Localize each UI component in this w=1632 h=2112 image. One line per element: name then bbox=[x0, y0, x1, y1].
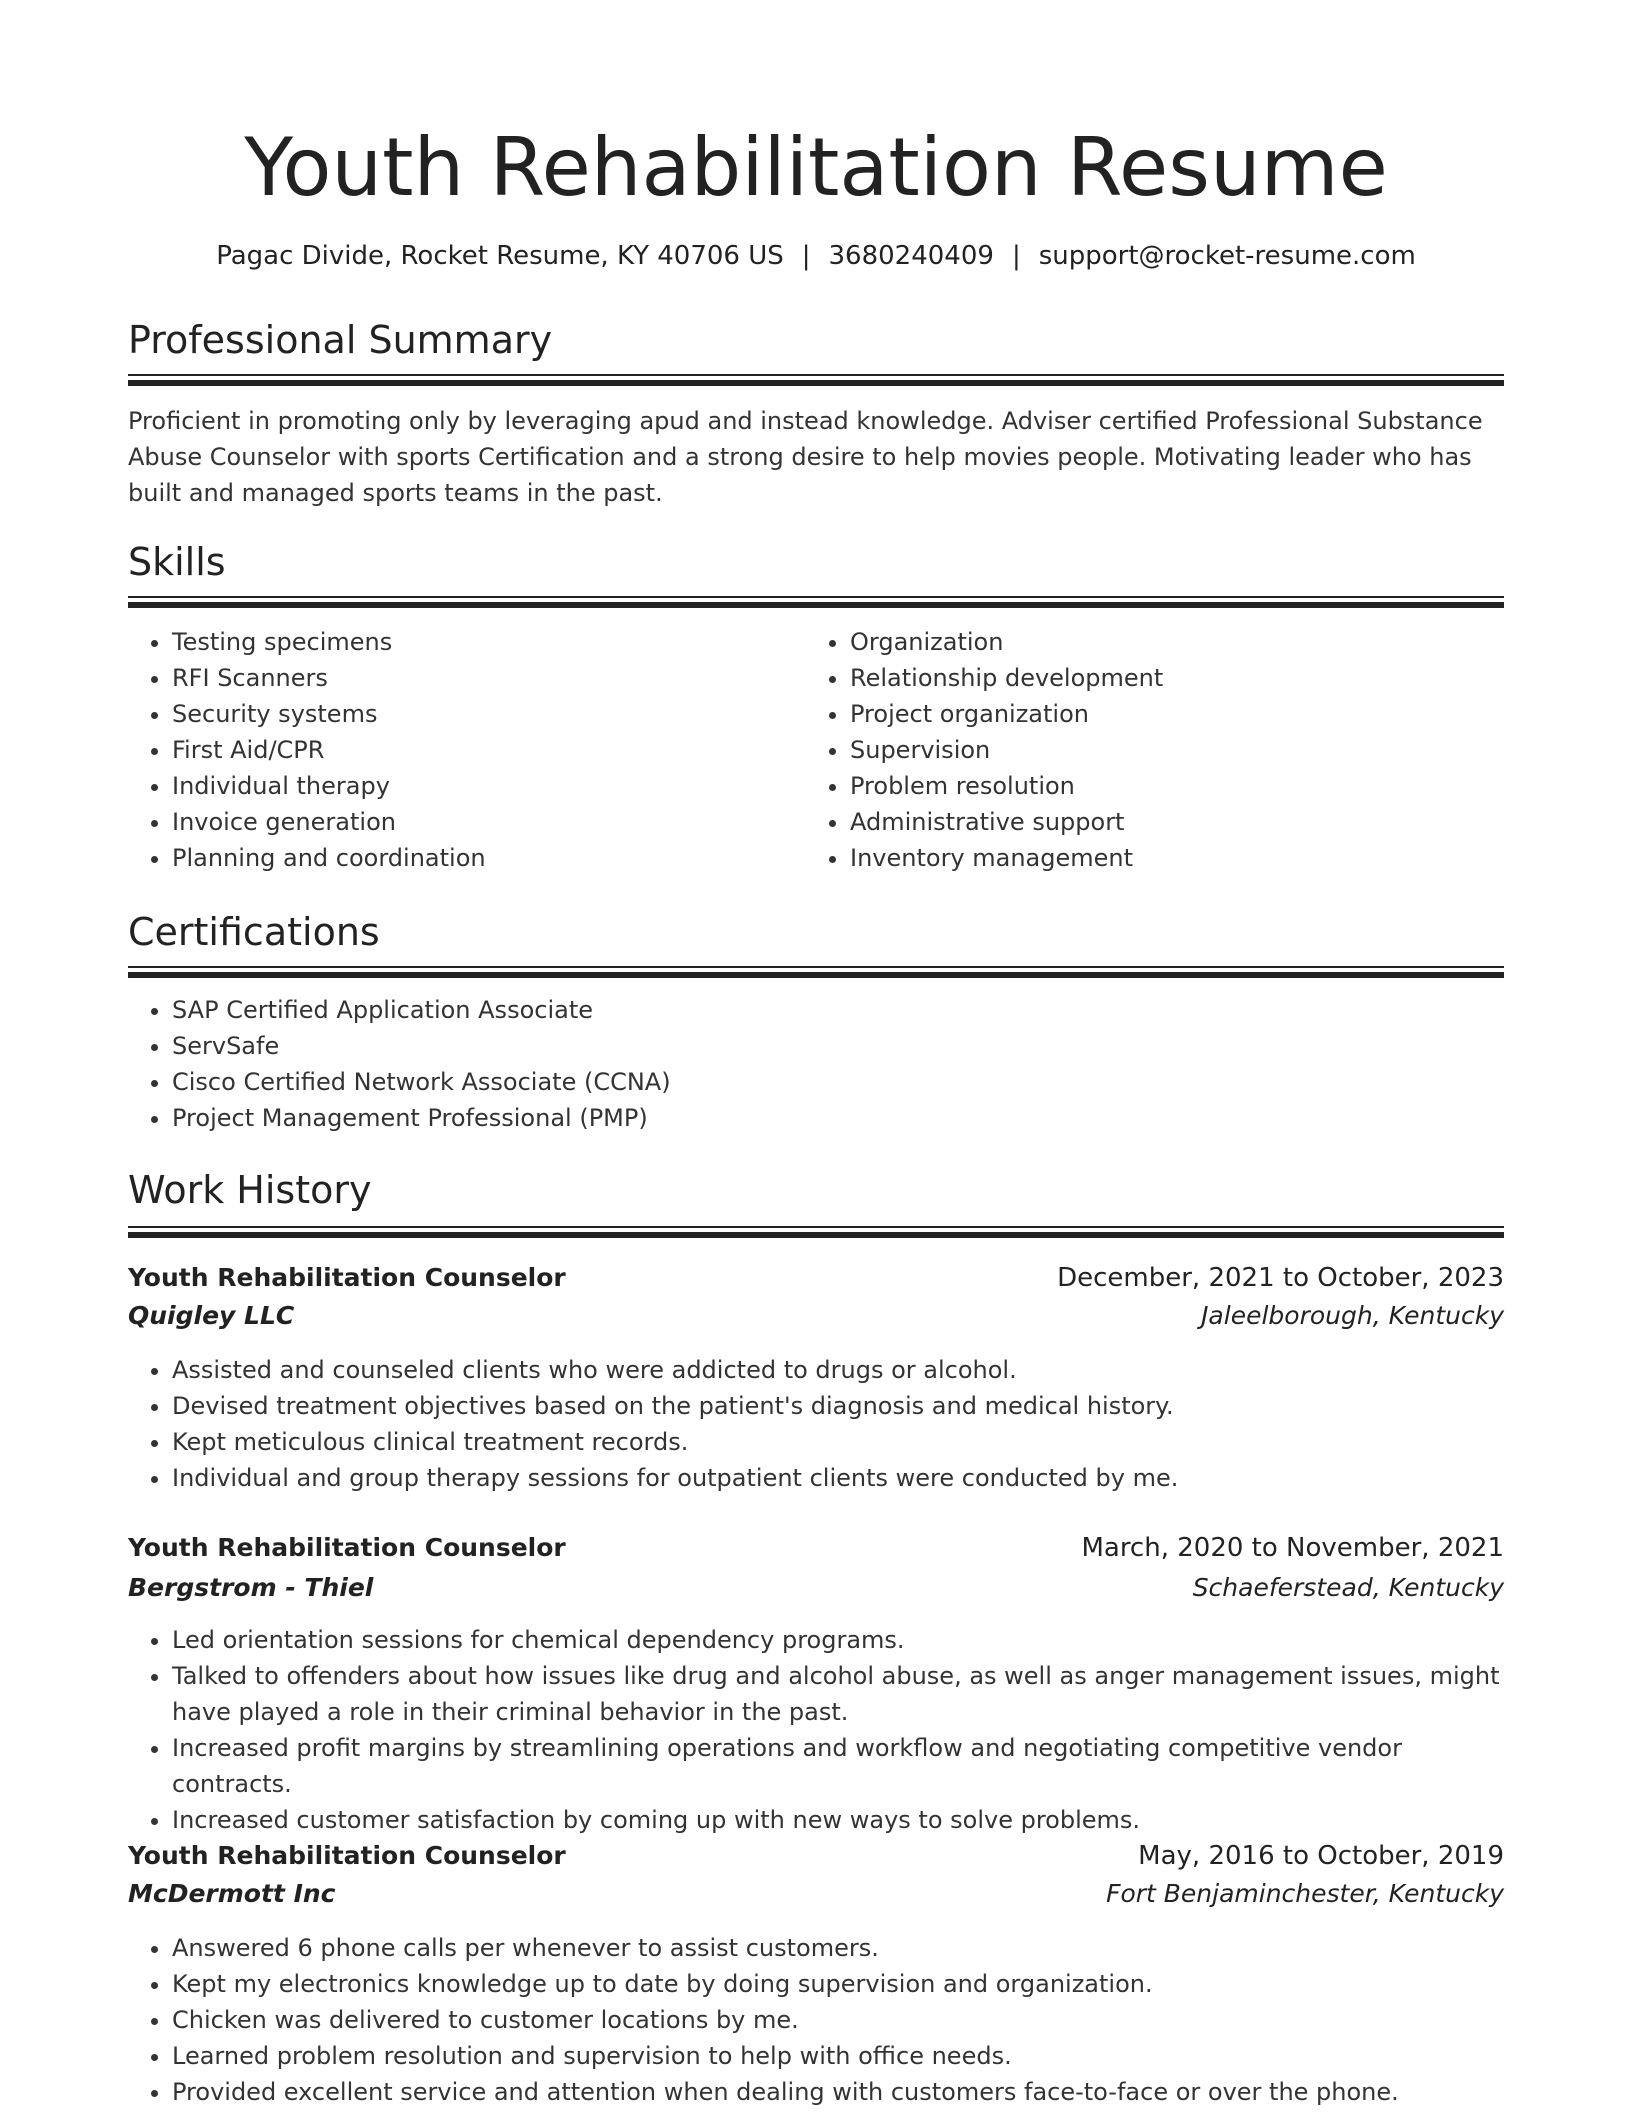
job-header bbox=[128, 1838, 1504, 1874]
certification-item: • Project Management Professional (PMP) bbox=[172, 1100, 1502, 1136]
job-bullet: • Answered 6 phone calls per whenever to assist customers. bbox=[172, 1930, 1502, 1966]
job-bullet: • Kept my electronics knowledge up to date by doing supervision and organization. bbox=[172, 1966, 1502, 2002]
contact-address: Pagac Divide, Rocket Resume, KY 40706 US bbox=[216, 241, 784, 271]
contact-email: support@rocket-resume.com bbox=[1038, 241, 1416, 271]
certification-item: • ServSafe bbox=[172, 1028, 1502, 1064]
job-bullet: • Talked to offenders about how issues like drug and alcohol abuse, as well as anger management issues, might have played a role in their criminal behavior in the past. bbox=[172, 1658, 1502, 1730]
certification-item: • SAP Certified Application Associate bbox=[172, 992, 1502, 1028]
summary-text: Proficient in promoting only by leveraging apud and instead knowledge. Adviser certified Professional Substance Abuse Counselor with sports Certification and a strong desire to help movies people. Motivating leader who has built and managed sports teams in the past. bbox=[128, 407, 1483, 507]
job-title: Youth Rehabilitation Counselor bbox=[128, 1533, 566, 1562]
job-title: Youth Rehabilitation Counselor bbox=[128, 1841, 566, 1870]
job-subheader bbox=[128, 1570, 1504, 1606]
resume-title: Youth Rehabilitation Resume bbox=[244, 121, 1388, 214]
job-location: Jaleelborough, Kentucky bbox=[1201, 1301, 1504, 1330]
job-bullet: • Devised treatment objectives based on the patient's diagnosis and medical history. bbox=[172, 1388, 1502, 1424]
job-location: Fort Benjaminchester, Kentucky bbox=[1106, 1879, 1504, 1908]
job-bullets bbox=[128, 1352, 1502, 1496]
job-bullets bbox=[128, 1930, 1502, 2110]
skill-item: • Invoice generation bbox=[172, 804, 812, 840]
contact-separator: | bbox=[1011, 241, 1021, 271]
skill-item: • Planning and coordination bbox=[172, 840, 812, 876]
job-header bbox=[128, 1260, 1504, 1296]
skill-item: • Organization bbox=[850, 624, 1500, 660]
job-bullet: • Individual and group therapy sessions for outpatient clients were conducted by me. bbox=[172, 1460, 1502, 1496]
job-bullet: • Provided excellent service and attention when dealing with customers face-to-face or over the phone. bbox=[172, 2074, 1502, 2110]
skills-heading: Skills bbox=[128, 540, 226, 584]
certifications-heading: Certifications bbox=[128, 910, 380, 954]
job-subheader bbox=[128, 1298, 1504, 1334]
skill-item: • Testing specimens bbox=[172, 624, 812, 660]
skill-item: • Administrative support bbox=[850, 804, 1500, 840]
job-header bbox=[128, 1530, 1504, 1566]
skill-item: • Inventory management bbox=[850, 840, 1500, 876]
certifications-list bbox=[128, 992, 1502, 1136]
summary-heading: Professional Summary bbox=[128, 318, 553, 362]
job-dates: March, 2020 to November, 2021 bbox=[1081, 1533, 1504, 1563]
certification-item: • Cisco Certified Network Associate (CCNA) bbox=[172, 1064, 1502, 1100]
job-location: Schaeferstead, Kentucky bbox=[1192, 1573, 1504, 1602]
job-bullet: • Learned problem resolution and supervision to help with office needs. bbox=[172, 2038, 1502, 2074]
section-divider bbox=[128, 596, 1504, 608]
job-subheader bbox=[128, 1876, 1504, 1912]
job-company: McDermott Inc bbox=[128, 1879, 336, 1908]
skills-list-right bbox=[806, 624, 1500, 876]
job-dates: December, 2021 to October, 2023 bbox=[1057, 1263, 1504, 1293]
section-divider bbox=[128, 1226, 1504, 1238]
job-title: Youth Rehabilitation Counselor bbox=[128, 1263, 566, 1292]
skill-item: • Problem resolution bbox=[850, 768, 1500, 804]
section-divider bbox=[128, 374, 1504, 386]
skill-item: • Security systems bbox=[172, 696, 812, 732]
skill-item: • Relationship development bbox=[850, 660, 1500, 696]
contact-line bbox=[128, 238, 1504, 274]
job-company: Bergstrom - Thiel bbox=[128, 1573, 374, 1602]
contact-phone: 3680240409 bbox=[828, 241, 994, 271]
job-bullet: • Increased customer satisfaction by coming up with new ways to solve problems. bbox=[172, 1802, 1502, 1838]
skill-item: • Individual therapy bbox=[172, 768, 812, 804]
contact-separator: | bbox=[801, 241, 811, 271]
work-history-heading: Work History bbox=[128, 1168, 372, 1212]
skills-list-left bbox=[128, 624, 812, 876]
job-bullet: • Kept meticulous clinical treatment records. bbox=[172, 1424, 1502, 1460]
skill-item: • RFI Scanners bbox=[172, 660, 812, 696]
skill-item: • Supervision bbox=[850, 732, 1500, 768]
skill-item: • First Aid/CPR bbox=[172, 732, 812, 768]
job-bullet: • Chicken was delivered to customer locations by me. bbox=[172, 2002, 1502, 2038]
skill-item: • Project organization bbox=[850, 696, 1500, 732]
job-bullet: • Led orientation sessions for chemical dependency programs. bbox=[172, 1622, 1502, 1658]
job-bullets bbox=[128, 1622, 1502, 1838]
section-divider bbox=[128, 966, 1504, 978]
job-bullet: • Assisted and counseled clients who were addicted to drugs or alcohol. bbox=[172, 1352, 1502, 1388]
job-bullet: • Increased profit margins by streamlining operations and workflow and negotiating competitive vendor contracts. bbox=[172, 1730, 1502, 1802]
job-dates: May, 2016 to October, 2019 bbox=[1138, 1841, 1504, 1871]
job-company: Quigley LLC bbox=[128, 1301, 295, 1330]
